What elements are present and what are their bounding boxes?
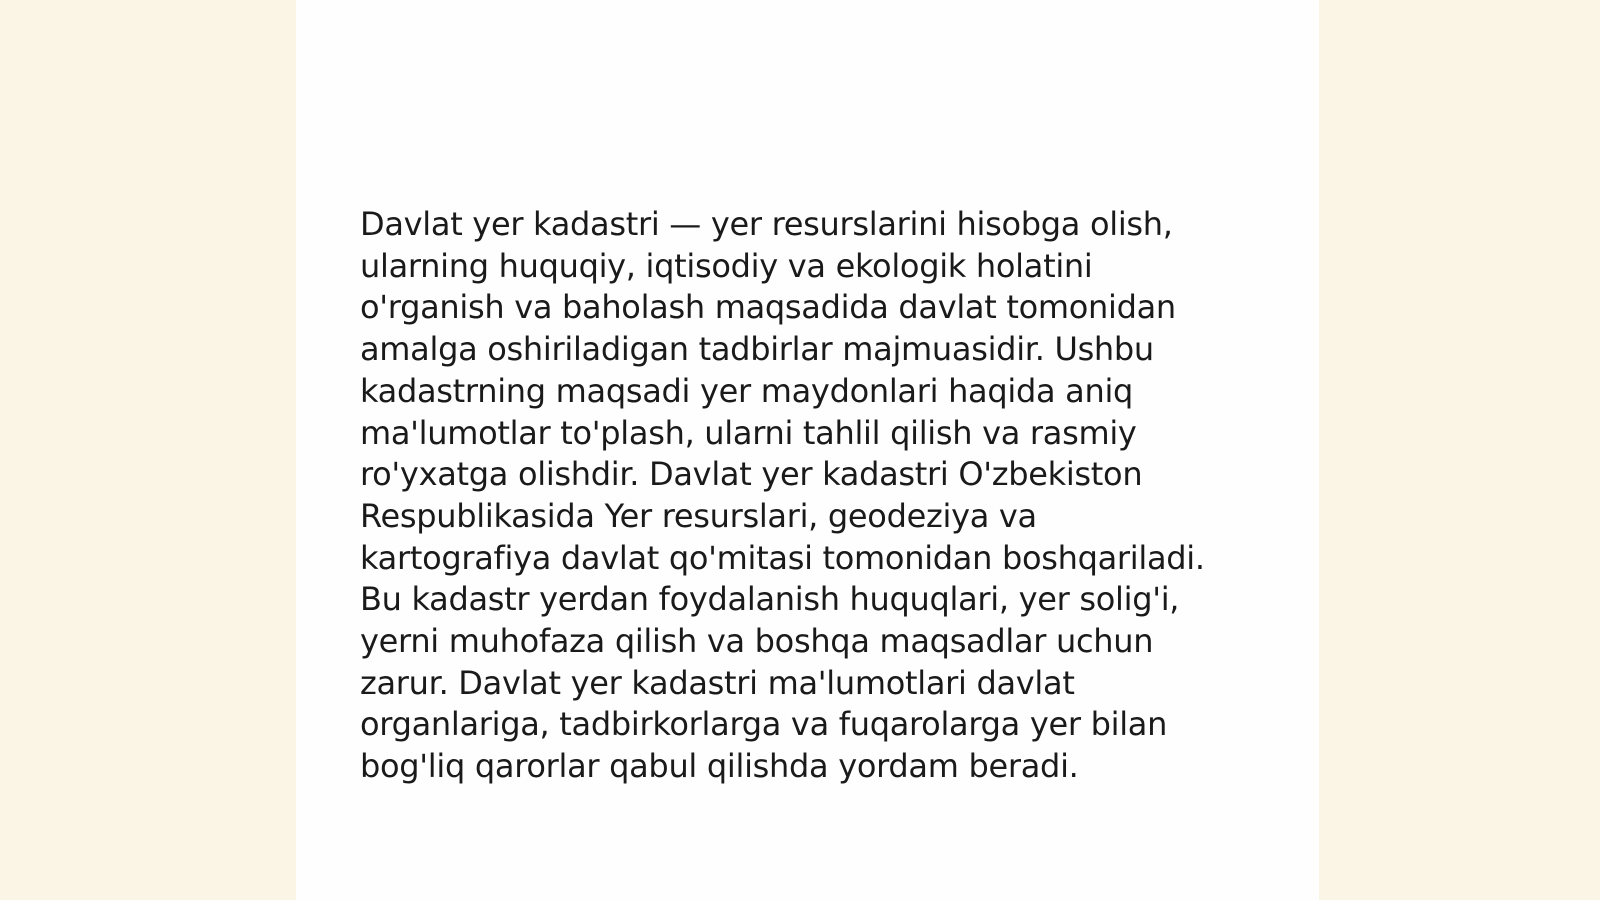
paragraph-line: ro'yxatga olishdir. Davlat yer kadastri O'zbekiston xyxy=(360,455,1143,494)
paragraph-line: amalga oshiriladigan tadbirlar majmuasidir. Ushbu xyxy=(360,330,1154,369)
paragraph-line: Respublikasida Yer resurslari, geodeziya va xyxy=(360,496,1037,535)
paragraph-line: bog'liq qarorlar qabul qilishda yordam beradi. xyxy=(360,747,1079,786)
paragraph-line: zarur. Davlat yer kadastri ma'lumotlari davlat xyxy=(360,663,1075,702)
paragraph-line: yerni muhofaza qilish va boshqa maqsadlar uchun xyxy=(360,622,1154,661)
paragraph-line: o'rganish va baholash maqsadida davlat tomonidan xyxy=(360,288,1176,327)
paragraph-line: kadastrning maqsadi yer maydonlari haqida aniq xyxy=(360,371,1134,410)
paragraph-line: Bu kadastr yerdan foydalanish huquqlari, yer solig'i, xyxy=(360,580,1180,619)
document-page xyxy=(296,0,1319,900)
paragraph-line: ularning huquqiy, iqtisodiy va ekologik holatini xyxy=(360,246,1093,285)
paragraph-line: Davlat yer kadastri — yer resurslarini hisobga olish, xyxy=(360,205,1173,243)
left-margin-band xyxy=(0,0,296,900)
paragraph-line: ma'lumotlar to'plash, ularni tahlil qilish va rasmiy xyxy=(360,413,1137,452)
right-margin-band xyxy=(1319,0,1600,900)
body-paragraph xyxy=(360,204,1260,788)
paragraph-line: organlariga, tadbirkorlarga va fuqarolarga yer bilan xyxy=(360,705,1168,744)
paragraph-line: kartografiya davlat qo'mitasi tomonidan boshqariladi. xyxy=(360,538,1205,577)
